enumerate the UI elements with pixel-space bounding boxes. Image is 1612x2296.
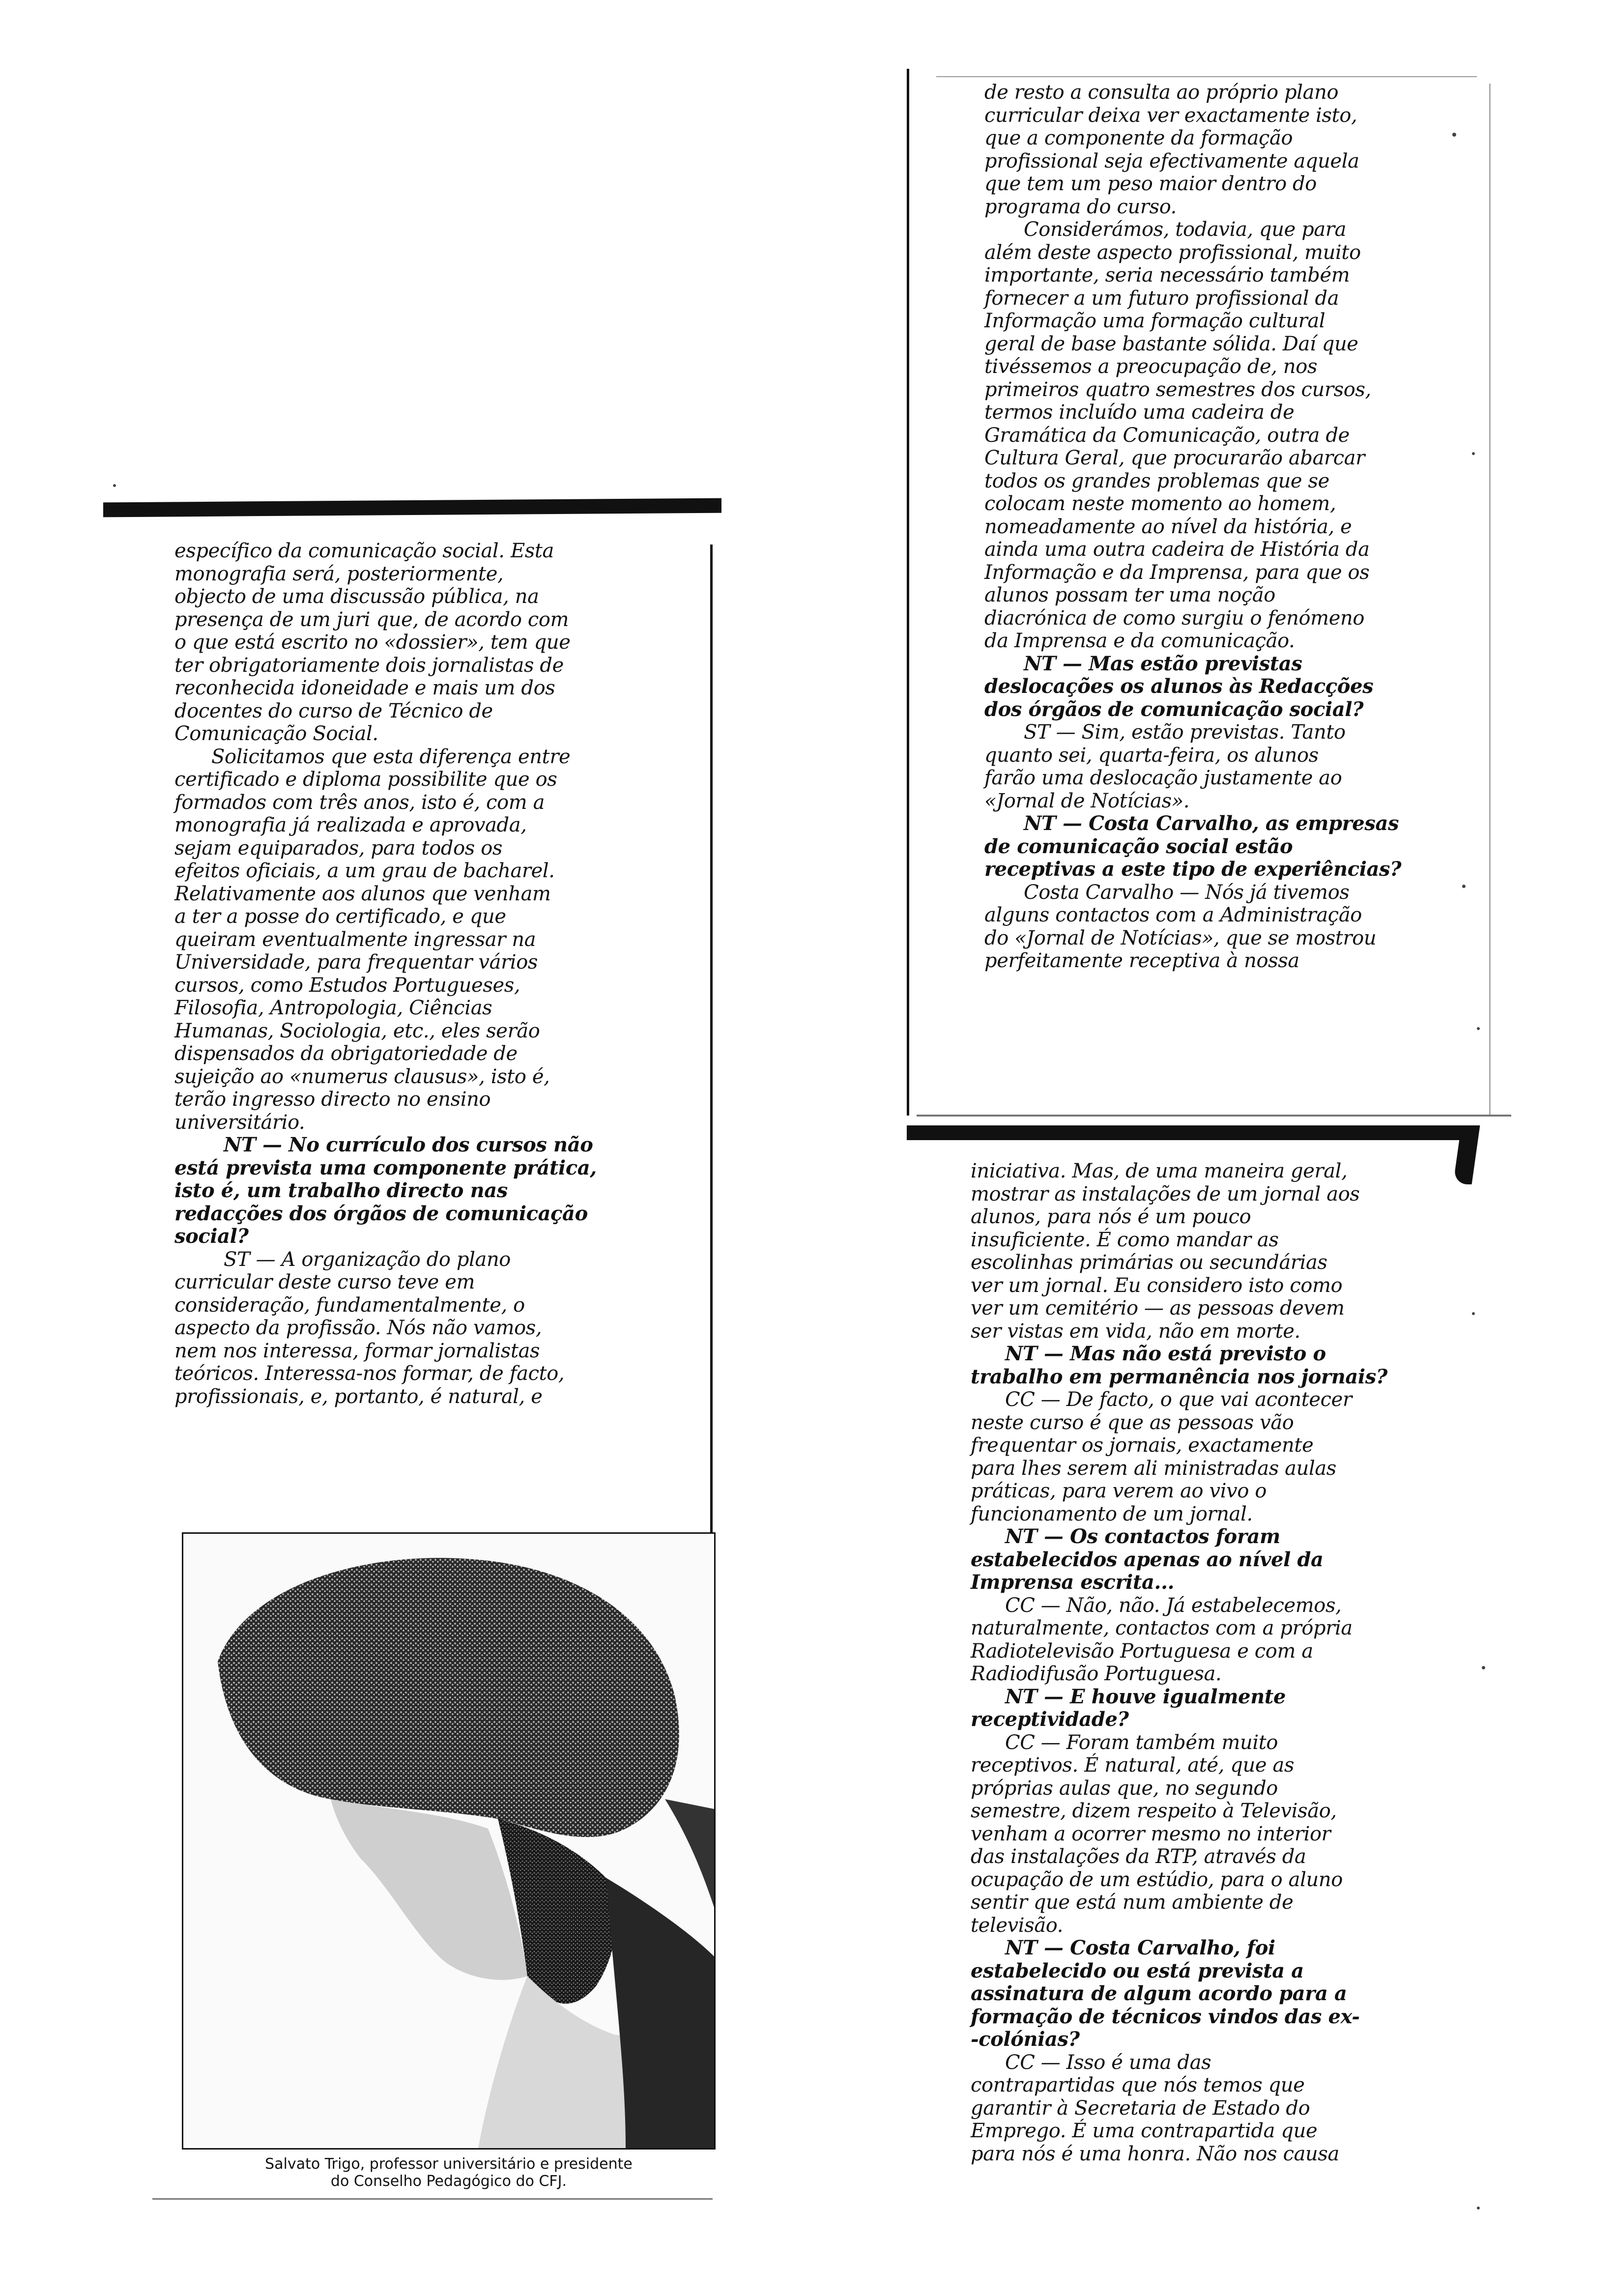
text-line: que tem um peso maior dentro do xyxy=(984,172,1317,195)
text-line: social? xyxy=(174,1225,249,1248)
text-line: isto é, um trabalho directo nas xyxy=(174,1179,508,1202)
text-line: CC — Isso é uma das xyxy=(1005,2051,1211,2074)
text-line: ST — Sim, estão previstas. Tanto xyxy=(1024,721,1346,744)
left-right-rule xyxy=(710,545,713,1532)
text-line: reconhecida idoneidade e mais um dos xyxy=(174,677,555,699)
scan-speck xyxy=(1452,133,1456,137)
right-bottom-column-text xyxy=(971,1160,1492,2165)
text-line: Considerámos, todavia, que para xyxy=(1024,218,1347,241)
right-question-2 xyxy=(984,653,1486,721)
text-line: receptivos. É natural, até, que as xyxy=(971,1754,1295,1777)
text-line: NT — Os contactos foram xyxy=(1005,1525,1280,1548)
text-line: diacrónica de como surgiu o fenómeno xyxy=(984,606,1365,630)
left-paragraph-1 xyxy=(174,540,710,746)
text-line: profissionais, e, portanto, é natural, e xyxy=(174,1385,543,1408)
text-line: contrapartidas que nós temos que xyxy=(971,2074,1305,2096)
text-line: dispensados da obrigatoriedade de xyxy=(174,1042,518,1065)
text-line: naturalmente, contactos com a própria xyxy=(971,1617,1353,1639)
text-line: NT — No currículo dos cursos não xyxy=(224,1133,593,1156)
right-bottom-clipping xyxy=(907,1125,1521,2295)
right-paragraph-2 xyxy=(984,218,1486,653)
text-line: -colónias? xyxy=(971,2028,1080,2051)
text-line: todos os grandes problemas que se xyxy=(984,469,1329,492)
text-line: teóricos. Interessa-nos formar, de facto, xyxy=(174,1362,565,1385)
text-line: deslocações os alunos às Redacções xyxy=(984,675,1374,698)
left-paragraph-2 xyxy=(174,746,710,1134)
right-question-7 xyxy=(971,1937,1492,2051)
text-line: Comunicação Social. xyxy=(174,722,378,745)
right-top-bottom-edge xyxy=(917,1115,1511,1117)
right-answer-7 xyxy=(971,2051,1492,2166)
caption-line: Salvato Trigo, professor universitário e presidente xyxy=(265,2155,633,2173)
text-line: assinatura de algum acordo para a xyxy=(971,1982,1347,2005)
text-line: curricular deixa ver exactamente isto, xyxy=(984,104,1357,127)
right-top-top-edge xyxy=(936,76,1477,77)
right-bottom-top-rule xyxy=(907,1125,1477,1140)
text-line: geral de base bastante sólida. Daí que xyxy=(984,332,1358,355)
text-line: que a componente da formação xyxy=(984,127,1293,149)
text-line: fornecer a um futuro profissional da xyxy=(984,287,1339,310)
text-line: para lhes serem ali ministradas aulas xyxy=(971,1457,1336,1480)
text-line: objecto de uma discussão pública, na xyxy=(174,585,539,608)
text-line: do «Jornal de Notícias», que se mostrou xyxy=(984,926,1377,949)
text-line: iniciativa. Mas, de uma maneira geral, xyxy=(971,1160,1348,1182)
text-line: alguns contactos com a Administração xyxy=(984,904,1362,926)
text-line: CC — De facto, o que vai acontecer xyxy=(1005,1388,1352,1411)
text-line: dos órgãos de comunicação social? xyxy=(984,697,1364,721)
text-line: certificado e diploma possibilite que os xyxy=(174,768,557,791)
text-line: efeitos oficiais, a um grau de bacharel. xyxy=(174,860,555,882)
text-line: Radiotelevisão Portuguesa e com a xyxy=(971,1639,1313,1663)
text-line: curricular deste curso teve em xyxy=(174,1271,475,1293)
right-question-3 xyxy=(984,812,1486,881)
left-question-1 xyxy=(174,1134,710,1248)
text-line: nem nos interessa, formar jornalistas xyxy=(174,1339,540,1362)
text-line: nomeadamente ao nível da história, e xyxy=(984,515,1352,538)
right-top-column-text xyxy=(984,81,1486,973)
text-line: está prevista uma componente prática, xyxy=(174,1156,597,1179)
caption-line: do Conselho Pedagógico do CFJ. xyxy=(330,2173,567,2190)
text-line: o que está escrito no «dossier», tem que xyxy=(174,631,571,654)
text-line: CC — Não, não. Já estabelecemos, xyxy=(1005,1594,1342,1617)
portrait-photo xyxy=(182,1532,716,2150)
text-line: «Jornal de Notícias». xyxy=(984,789,1190,812)
text-line: NT — Costa Carvalho, foi xyxy=(1005,1936,1275,1959)
text-line: Radiodifusão Portuguesa. xyxy=(971,1663,1222,1685)
text-line: mostrar as instalações de um jornal aos xyxy=(971,1182,1360,1205)
text-line: das instalações da RTP, através da xyxy=(971,1845,1306,1868)
text-line: ter obrigatoriamente dois jornalistas de xyxy=(174,654,564,677)
text-line: Imprensa escrita... xyxy=(971,1571,1175,1594)
text-line: Gramática da Comunicação, outra de xyxy=(984,424,1350,447)
text-line: ver um cemitério — as pessoas devem xyxy=(971,1297,1345,1320)
left-clipping xyxy=(103,500,727,2215)
scan-speck xyxy=(1477,1027,1480,1030)
text-line: monografia será, posteriormente, xyxy=(174,562,504,585)
text-line: NT — Mas estão previstas xyxy=(1024,652,1302,675)
text-line: Informação e da Imprensa, para que os xyxy=(984,561,1370,584)
text-line: insuficiente. É como mandar as xyxy=(971,1228,1279,1251)
text-line: de comunicação social estão xyxy=(984,834,1293,858)
text-line: funcionamento de um jornal. xyxy=(971,1502,1253,1525)
text-line: monografia já realizada e aprovada, xyxy=(174,814,527,836)
text-line: ver um jornal. Eu considero isto como xyxy=(971,1274,1343,1297)
text-line: quanto sei, quarta-feira, os alunos xyxy=(984,744,1319,767)
scan-speck xyxy=(1477,2207,1480,2210)
text-line: ocupação de um estúdio, para o aluno xyxy=(971,1868,1343,1891)
right-question-5 xyxy=(971,1525,1492,1594)
portrait-figure xyxy=(183,1534,714,2148)
text-line: televisão. xyxy=(971,1914,1064,1937)
right-question-4 xyxy=(971,1343,1492,1388)
left-answer-1 xyxy=(174,1248,710,1408)
text-line: neste curso é que as pessoas vão xyxy=(971,1411,1294,1434)
text-line: alunos possam ter uma noção xyxy=(984,584,1275,606)
text-line: docentes do curso de Técnico de xyxy=(174,699,493,722)
right-answer-5 xyxy=(971,1594,1492,1686)
text-line: queiram eventualmente ingressar na xyxy=(174,928,536,951)
text-line: sujeição ao «numerus clausus», isto é, xyxy=(174,1065,550,1088)
text-line: estabelecido ou está prevista a xyxy=(971,1959,1304,1982)
text-line: ST — A organização do plano xyxy=(224,1248,511,1271)
text-line: presença de um juri que, de acordo com xyxy=(174,608,569,631)
scan-speck xyxy=(1482,1666,1485,1669)
text-line: de resto a consulta ao próprio plano xyxy=(984,81,1339,104)
right-answer-2 xyxy=(984,721,1486,812)
text-line: colocam neste momento ao homem, xyxy=(984,492,1336,515)
text-line: além deste aspecto profissional, muito xyxy=(984,241,1361,264)
text-line: ainda uma outra cadeira de História da xyxy=(984,538,1370,561)
right-answer-6 xyxy=(971,1731,1492,1937)
text-line: farão uma deslocação justamente ao xyxy=(984,767,1342,789)
photo-caption xyxy=(182,2155,716,2190)
text-line: ser vistas em vida, não em morte. xyxy=(971,1320,1300,1343)
right-top-right-edge xyxy=(1489,84,1491,1116)
text-line: práticas, para verem ao vivo o xyxy=(971,1480,1267,1502)
text-line: para nós é uma honra. Não nos causa xyxy=(971,2142,1339,2165)
scan-speck xyxy=(1472,452,1475,455)
text-line: aspecto da profissão. Nós não vamos, xyxy=(174,1317,542,1339)
right-answer-3 xyxy=(984,881,1486,973)
right-question-6 xyxy=(971,1686,1492,1731)
text-line: Relativamente aos alunos que venham xyxy=(174,882,551,905)
text-line: Informação uma formação cultural xyxy=(984,310,1325,332)
text-line: escolinhas primárias ou secundárias xyxy=(971,1251,1327,1274)
text-line: Universidade, para frequentar vários xyxy=(174,951,538,974)
right-top-left-rule xyxy=(907,69,909,1116)
text-line: importante, seria necessário também xyxy=(984,264,1350,287)
text-line: semestre, dizem respeito à Televisão, xyxy=(971,1800,1337,1822)
text-line: venham a ocorrer mesmo no interior xyxy=(971,1822,1331,1845)
text-line: sejam equiparados, para todos os xyxy=(174,836,503,860)
scan-speck xyxy=(1462,885,1466,888)
right-top-clipping xyxy=(907,69,1521,1125)
text-line: da Imprensa e da comunicação. xyxy=(984,630,1295,652)
text-line: garantir à Secretaria de Estado do xyxy=(971,2096,1310,2120)
right-paragraph-3 xyxy=(971,1160,1492,1343)
text-line: NT — E houve igualmente xyxy=(1005,1685,1286,1708)
left-bottom-rule xyxy=(152,2198,713,2200)
text-line: Emprego. É uma contrapartida que xyxy=(971,2120,1318,2142)
text-line: Costa Carvalho — Nós já tivemos xyxy=(1024,881,1350,904)
left-column-text xyxy=(174,540,710,1408)
text-line: formação de técnicos vindos das ex- xyxy=(971,2005,1360,2028)
text-line: termos incluído uma cadeira de xyxy=(984,401,1295,424)
text-line: específico da comunicação social. Esta xyxy=(174,540,554,562)
text-line: alunos, para nós é um pouco xyxy=(971,1205,1251,1228)
text-line: estabelecidos apenas ao nível da xyxy=(971,1548,1324,1571)
text-line: trabalho em permanência nos jornais? xyxy=(971,1365,1387,1388)
text-line: formados com três anos, isto é, com a xyxy=(174,791,545,814)
text-line: primeiros quatro semestres dos cursos, xyxy=(984,378,1371,401)
text-line: NT — Mas não está previsto o xyxy=(1005,1342,1326,1365)
scan-speck xyxy=(1472,1312,1475,1315)
left-top-rule xyxy=(103,498,721,517)
text-line: frequentar os jornais, exactamente xyxy=(971,1434,1314,1457)
right-answer-4 xyxy=(971,1388,1492,1525)
right-paragraph-1 xyxy=(984,81,1486,218)
text-line: a ter a posse do certificado, e que xyxy=(174,905,506,928)
text-line: Solicitamos que esta diferença entre xyxy=(211,745,571,768)
text-line: terão ingresso directo no ensino xyxy=(174,1088,491,1111)
text-line: Humanas, Sociologia, etc., eles serão xyxy=(174,1019,540,1042)
text-line: perfeitamente receptiva à nossa xyxy=(984,949,1299,972)
text-line: consideração, fundamentalmente, o xyxy=(174,1293,525,1317)
text-line: receptividade? xyxy=(971,1708,1129,1731)
text-line: redacções dos órgãos de comunicação xyxy=(174,1202,588,1225)
text-line: Cultura Geral, que procurarão abarcar xyxy=(984,447,1365,469)
text-line: tivéssemos a preocupação de, nos xyxy=(984,355,1318,378)
text-line: cursos, como Estudos Portugueses, xyxy=(174,974,520,997)
text-line: próprias aulas que, no segundo xyxy=(971,1777,1278,1800)
text-line: receptivas a este tipo de experiências? xyxy=(984,858,1402,881)
text-line: universitário. xyxy=(174,1111,305,1134)
text-line: Filosofia, Antropologia, Ciências xyxy=(174,997,492,1019)
scan-speck xyxy=(113,484,116,487)
text-line: programa do curso. xyxy=(984,195,1177,218)
text-line: CC — Foram também muito xyxy=(1005,1731,1278,1754)
text-line: sentir que está num ambiente de xyxy=(971,1891,1294,1914)
text-line: profissional seja efectivamente aquela xyxy=(984,149,1359,172)
text-line: NT — Costa Carvalho, as empresas xyxy=(1024,812,1399,835)
